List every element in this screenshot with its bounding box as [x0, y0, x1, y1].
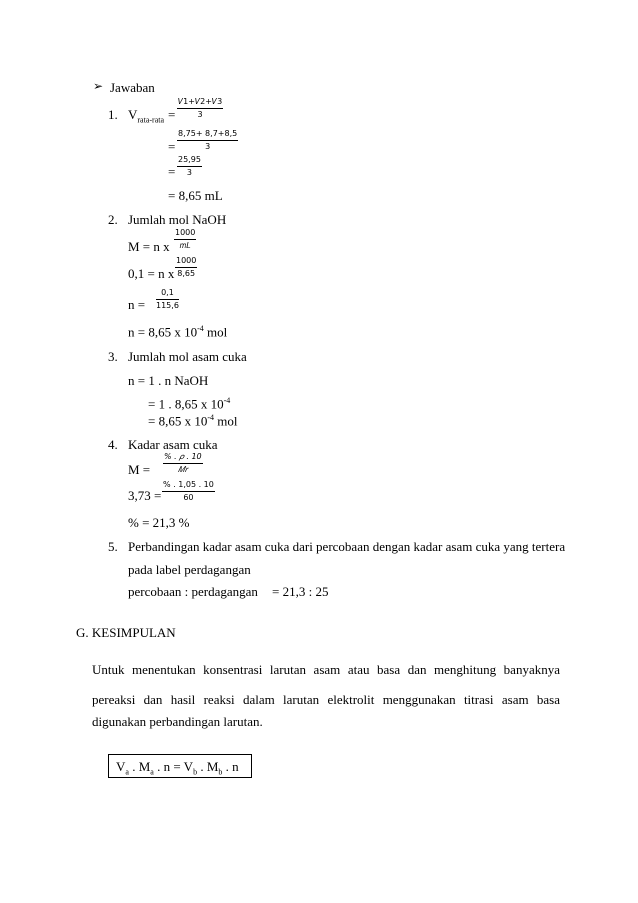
fraction-1000-865: $\frac{1000}{8,65}$ [176, 256, 197, 278]
equals-sign: = [168, 139, 176, 154]
item-4-number: 4. [108, 437, 118, 452]
jawaban-heading: Jawaban [110, 80, 155, 95]
item-3-title: Jumlah mol asam cuka [128, 349, 247, 364]
item-3-number: 3. [108, 349, 118, 364]
item-4-title: Kadar asam cuka [128, 437, 218, 452]
bullet-icon: ➢ [93, 79, 104, 93]
fraction-kadar: % . 𝜌 . 10 𝑀𝑟 [164, 452, 202, 474]
fraction-1000-ml: 1000 𝑚𝐿 [175, 228, 196, 250]
item-2-title: Jumlah mol NaOH [128, 212, 227, 227]
item-1-result: = 8,65 mL [168, 188, 223, 203]
fraction-01-1156: $\frac{0,1}{115,6}$ [156, 288, 179, 310]
item-3-line-1: n = 1 . n NaOH [128, 373, 209, 388]
conclusion-line-3: digunakan perbandingan larutan. [92, 714, 263, 729]
fraction-volumes: $\frac{8,75+ 8,7+8,5}{3}$ [178, 129, 238, 151]
item-2-line-4: n = 8,65 x $10^{-4}$ mol [128, 324, 228, 340]
formula-text: $V_a$ . $M_a$ . $n = V_b$ . $M_b$ . n [116, 759, 239, 777]
item-3-line-2: = 1 . 8,65 x $10^{-4}$ [148, 396, 231, 412]
equals-sign: = [168, 164, 176, 179]
conclusion-line-2: pereaksi dan hasil reaksi dalam larutan elektrolit menggunakan titrasi asam basa [92, 692, 560, 707]
item-2-line-3: n = [128, 297, 146, 312]
item-3-line-3: = 8,65 x $10^{-4}$ mol [148, 413, 238, 429]
fraction-v-average: 𝑉1+𝑉2+𝑉3 3 [178, 97, 223, 119]
item-2-line-1: M = n x [128, 239, 170, 254]
item-4-line-1: M = [128, 462, 151, 477]
item-5-line-2: pada label perdagangan [128, 562, 251, 577]
item-1-number: 1. [108, 107, 118, 122]
item-4-line-2: 3,73 = [128, 488, 162, 503]
equals-sign: = [168, 107, 176, 122]
conclusion-line-1: Untuk menentukan konsentrasi larutan asam atau basa dan menghitung banyaknya [92, 662, 560, 677]
item-2-line-2: 0,1 = n x [128, 266, 175, 281]
item-4-line-3: % = 21,3 % [128, 515, 190, 530]
item-5-number: 5. [108, 539, 118, 554]
fraction-kadar-values: $\frac{\% . 1,05 . 10}{60}$ [163, 480, 214, 502]
item-5-line-3-right: = 21,3 : 25 [272, 584, 329, 599]
item-5-line-1: Perbandingan kadar asam cuka dari percobaan dengan kadar asam cuka yang tertera [128, 539, 566, 554]
item-2-number: 2. [108, 212, 118, 227]
section-heading-kesimpulan: G. KESIMPULAN [76, 625, 176, 640]
fraction-sum: $\frac{25,95}{3}$ [178, 155, 201, 177]
v-rata-label: $V_{rata-rata}$ [128, 107, 165, 125]
item-5-line-3-left: percobaan : perdagangan [128, 584, 258, 599]
